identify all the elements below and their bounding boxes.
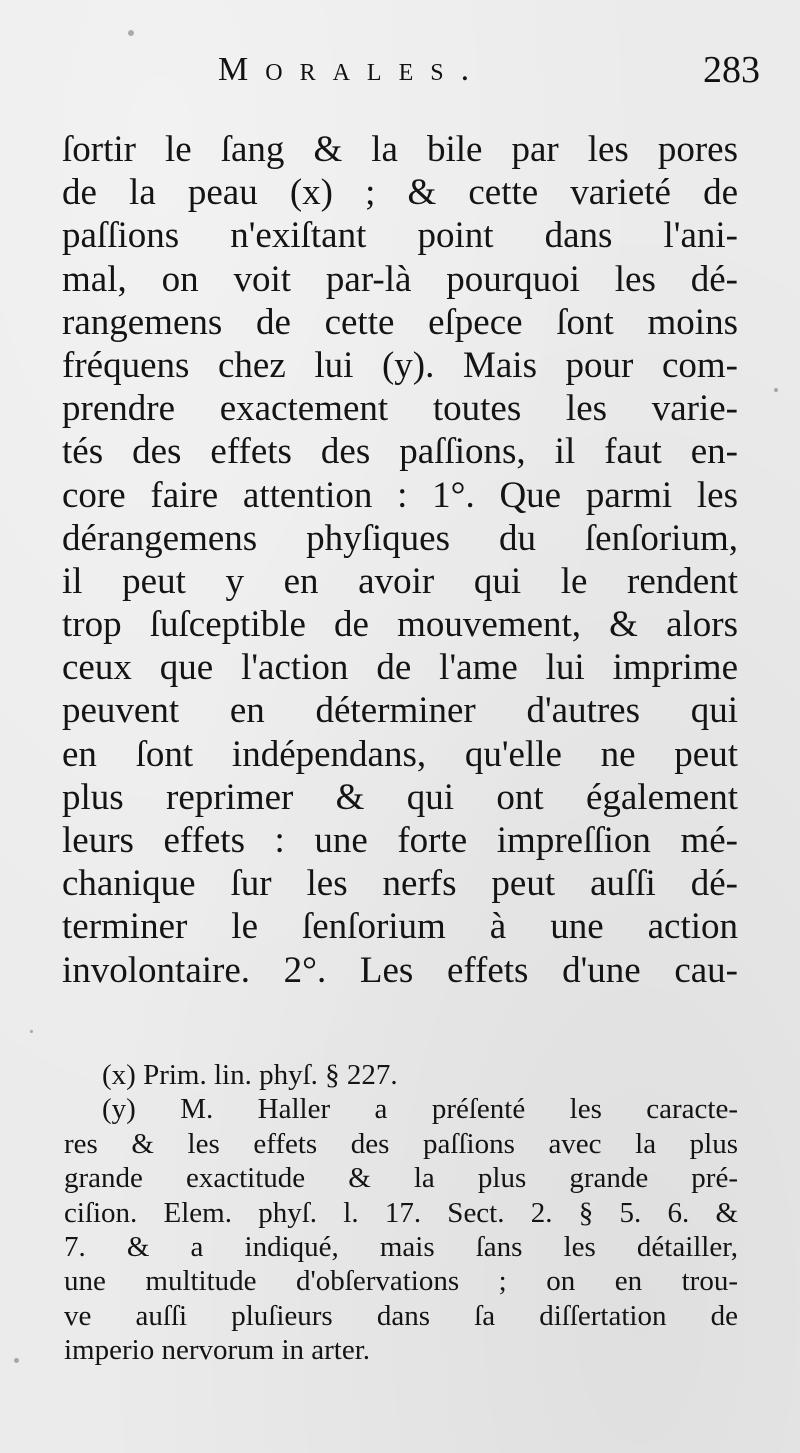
print-speck [30, 1030, 33, 1033]
text-line: en ſont indépendans, qu'elle ne peut [62, 733, 738, 775]
text-line: plus reprimer & qui ont également [62, 776, 738, 818]
text-line: core faire attention : 1°. Que parmi les [62, 474, 738, 516]
print-speck [128, 30, 134, 36]
text-line: rangemens de cette eſpece ſont moins [62, 301, 738, 343]
text-line: dérangemens phyſiques du ſenſorium, [62, 517, 738, 559]
text-line: involontaire. 2°. Les effets d'une cau- [62, 949, 738, 991]
print-speck [14, 1358, 19, 1363]
text-line: il peut y en avoir qui le rendent [62, 560, 738, 602]
footnote-line: ve auſſi pluſieurs dans ſa diſſertation de [64, 1299, 738, 1332]
text-line: paſſions n'exiſtant point dans l'ani- [62, 215, 738, 257]
main-text-block [62, 128, 738, 992]
footnote-line: grande exactitude & la plus grande pré- [64, 1162, 738, 1195]
text-line: prendre exactement toutes les varie- [62, 388, 738, 430]
print-speck [774, 388, 778, 392]
footnote-line: une multitude d'obſervations ; on en trou- [64, 1265, 738, 1298]
footnote-line: ciſion. Elem. phyſ. l. 17. Sect. 2. § 5. 6. & [64, 1196, 738, 1229]
text-line: terminer le ſenſorium à une action [62, 906, 738, 948]
text-line: chanique ſur les nerfs peut auſſi dé- [62, 863, 738, 905]
page-number: 283 [703, 49, 760, 91]
text-line: peuvent en déterminer d'autres qui [62, 690, 738, 732]
footnotes-block [64, 1058, 738, 1368]
footnote-line: 7. & a indiqué, mais ſans les détailler, [64, 1230, 738, 1263]
text-line: ceux que l'action de l'ame lui imprime [62, 647, 738, 689]
text-line: ſortir le ſang & la bile par les pores [62, 129, 738, 170]
footnote-x: (x) Prim. lin. phyſ. § 227. [102, 1059, 398, 1091]
text-line: mal, on voit par-là pourquoi les dé- [62, 258, 738, 300]
text-line: fréquens chez lui (y). Mais pour com- [62, 344, 738, 386]
text-line: trop ſuſceptible de mouvement, & alors [62, 604, 738, 646]
footnote-line: res & les effets des paſſions avec la plus [64, 1127, 738, 1160]
footnote-y: (y) M. Haller a préſenté les caracte- [102, 1093, 738, 1126]
text-line: tés des effets des paſſions, il faut en- [62, 431, 738, 473]
running-title: Morales. [218, 51, 487, 88]
text-line: leurs effets : une forte impreſſion mé- [62, 820, 738, 861]
text-line: de la peau (x) ; & cette varieté de [62, 172, 738, 214]
footnote-line: imperio nervorum in arter. [64, 1334, 371, 1367]
